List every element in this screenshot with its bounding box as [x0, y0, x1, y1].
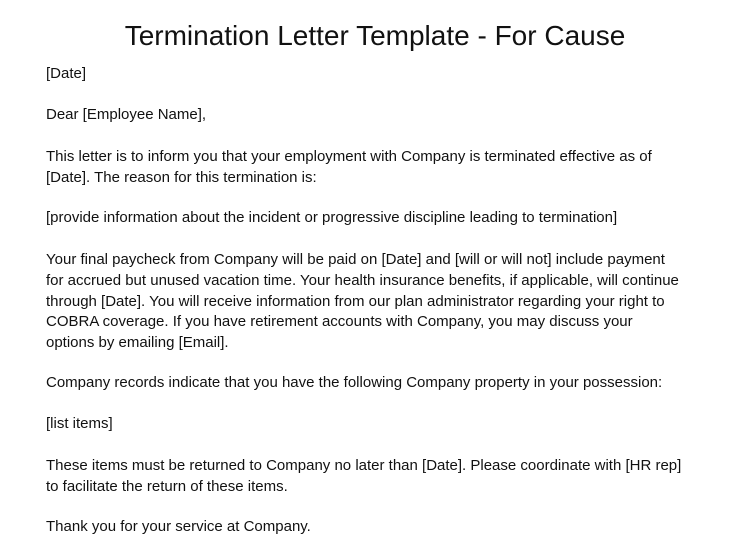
intro-line-1: This letter is to inform you that your employment with Company is terminated effective as of — [46, 148, 652, 165]
return-paragraph — [46, 456, 726, 498]
list-items-paragraph: [list items] — [46, 415, 113, 432]
intro-paragraph — [46, 147, 726, 189]
pay-line-2: for accrued but unused vacation time. Your health insurance benefits, if applicable, will continue — [46, 271, 679, 289]
pay-line-1: Your final paycheck from Company will be paid on [Date] and [will or will not] include payment — [46, 251, 665, 268]
closing-line: Thank you for your service at Company. — [46, 518, 311, 535]
salutation: Dear [Employee Name], — [46, 106, 207, 123]
pay-line-4: COBRA coverage. If you have retirement accounts with Company, you may discuss your — [46, 313, 633, 331]
return-line-2: to facilitate the return of these items. — [46, 477, 288, 495]
date-line: [Date] — [46, 65, 87, 82]
pay-paragraph — [46, 250, 726, 354]
return-line-1: These items must be returned to Company no later than [Date]. Please coordinate with [HR rep] — [46, 457, 682, 474]
pay-line-3: through [Date]. You will receive information from our plan administrator regarding your right to — [46, 292, 665, 310]
reason-paragraph: [provide information about the incident or progressive discipline leading to termination] — [46, 209, 618, 226]
document-title: Termination Letter Template - For Cause — [124, 20, 626, 51]
intro-line-2: [Date]. The reason for this termination is: — [46, 168, 317, 186]
pay-line-5: options by emailing [Email]. — [46, 334, 229, 352]
property-paragraph: Company records indicate that you have the following Company property in your possession: — [46, 374, 663, 391]
